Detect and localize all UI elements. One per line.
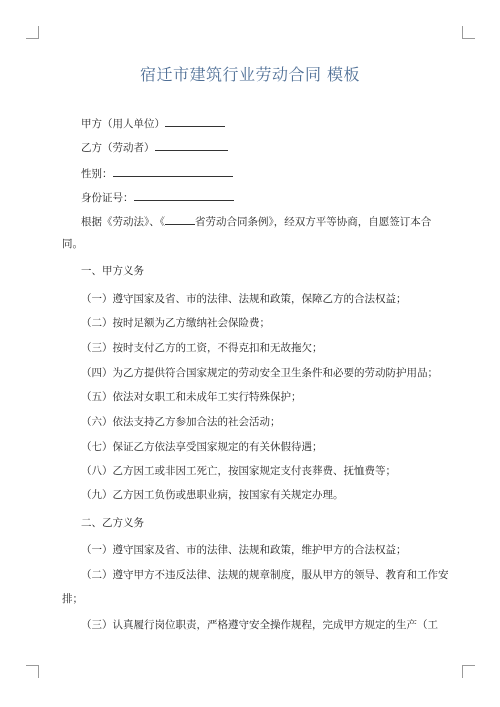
section-a-item: （二）按时足额为乙方缴纳社会保险费； xyxy=(81,317,270,329)
section-a-heading: 一、甲方义务 xyxy=(81,265,144,277)
section-a-item: （七）保证乙方依法享受国家规定的有关休假待遇； xyxy=(81,441,323,453)
intro-text-before: 根据《劳动法》、《 xyxy=(81,216,165,228)
intro-paragraph xyxy=(81,213,431,229)
section-a-item: （九）乙方因工负伤或患职业病，按国家有关规定办理。 xyxy=(81,489,344,501)
crop-mark-top-left xyxy=(26,26,39,39)
field-party-a-label: 甲方（用人单位） xyxy=(81,118,165,130)
document-title: 宿迁市建筑行业劳动合同 模板 xyxy=(139,65,361,84)
intro-province-blank[interactable] xyxy=(165,213,195,225)
field-party-b xyxy=(81,139,228,155)
intro-text-after: 省劳动合同条例》，经双方平等协商，自愿签订本合 xyxy=(195,216,432,228)
crop-mark-bottom-right xyxy=(462,665,475,678)
field-gender-blank[interactable] xyxy=(113,165,233,177)
section-a-item: （五）依法对女职工和未成年工实行特殊保护； xyxy=(81,391,302,403)
crop-mark-bottom-left xyxy=(26,665,39,678)
field-gender-label: 性别： xyxy=(81,168,113,180)
field-party-a xyxy=(81,115,225,131)
field-party-b-label: 乙方（劳动者） xyxy=(81,142,155,154)
section-a-item: （三）按时支付乙方的工资，不得克扣和无故拖欠； xyxy=(81,342,323,354)
field-party-a-blank[interactable] xyxy=(165,115,225,127)
section-a-item: （六）依法支持乙方参加合法的社会活动； xyxy=(81,416,281,428)
field-id-number-blank[interactable] xyxy=(134,189,234,201)
section-b-item: （二）遵守甲方不违反法律、法规的规章制度，服从甲方的领导、教育和工作安 xyxy=(81,569,449,581)
field-id-number xyxy=(81,189,234,205)
section-a-item: （一）遵守国家及省、市的法律、法规和政策，保障乙方的合法权益； xyxy=(81,293,407,305)
section-b-heading: 二、乙方义务 xyxy=(81,517,144,529)
crop-mark-top-right xyxy=(462,26,475,39)
field-id-number-label: 身份证号： xyxy=(81,192,134,204)
intro-continuation: 同。 xyxy=(62,238,83,250)
field-gender xyxy=(81,165,233,181)
section-b-item: （一）遵守国家及省、市的法律、法规和政策，维护甲方的合法权益； xyxy=(81,544,407,556)
field-party-b-blank[interactable] xyxy=(155,139,228,151)
section-a-item: （八）乙方因工或非因工死亡，按国家规定支付丧葬费、抚恤费等； xyxy=(81,465,396,477)
section-b-item: （三）认真履行岗位职责，严格遵守安全操作规程，完成甲方规定的生产（工 xyxy=(81,619,438,631)
section-a-item: （四）为乙方提供符合国家规定的劳动安全卫生条件和必要的劳动防护用品； xyxy=(81,367,438,379)
section-b-item-continuation: 排； xyxy=(62,593,83,605)
